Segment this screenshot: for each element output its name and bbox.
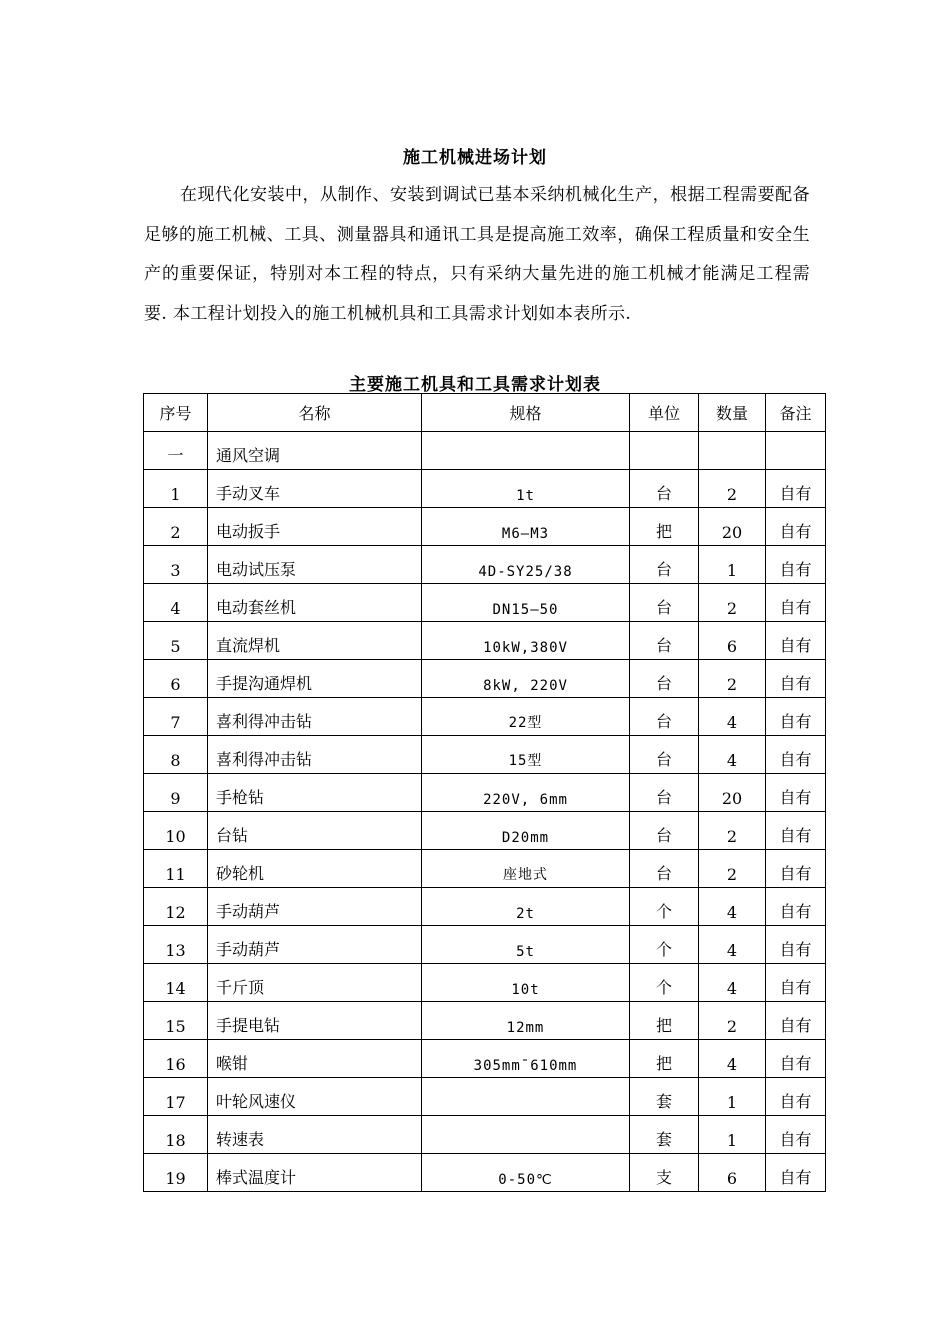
cell-spec: 22型 <box>422 698 630 736</box>
cell-spec: 12mm <box>422 1002 630 1040</box>
table-row <box>144 1002 826 1040</box>
cell-no: 16 <box>144 1040 208 1078</box>
cell-spec: 5t <box>422 926 630 964</box>
table-row <box>144 774 826 812</box>
cell-note: 自有 <box>766 1116 826 1154</box>
cell-note: 自有 <box>766 774 826 812</box>
cell-spec: 1t <box>422 470 630 508</box>
cell-name: 喜利得冲击钻 <box>208 698 422 736</box>
cell-spec: 10t <box>422 964 630 1002</box>
cell-note: 自有 <box>766 546 826 584</box>
cell-no: 3 <box>144 546 208 584</box>
cell-note: 自有 <box>766 1040 826 1078</box>
cell-name: 手提沟通焊机 <box>208 660 422 698</box>
cell-spec <box>422 1078 630 1116</box>
intro-paragraph: 在现代化安装中，从制作、安装到调试已基本采纳机械化生产，根据工程需要配备足够的施工机械、工具、测量器具和通讯工具是提高施工效率，确保工程质量和安全生产的重要保证，特别对本工程的特点，只有采纳大量先进的施工机械才能满足工程需要. 本工程计划投入的施工机械机具和工具需求计划如本表所示. <box>144 185 810 324</box>
cell-note: 自有 <box>766 1078 826 1116</box>
equipment-table <box>143 393 826 1192</box>
cell-spec: 220V, 6mm <box>422 774 630 812</box>
cell-note: 自有 <box>766 812 826 850</box>
header-unit: 单位 <box>630 394 699 432</box>
table-row <box>144 470 826 508</box>
cell-note: 自有 <box>766 470 826 508</box>
cell-name: 手提电钻 <box>208 1002 422 1040</box>
cell-qty: 4 <box>699 1040 766 1078</box>
cell-spec: DN15—50 <box>422 584 630 622</box>
cell-spec: M6—M3 <box>422 508 630 546</box>
cell-note: 自有 <box>766 508 826 546</box>
cell-unit: 台 <box>630 660 699 698</box>
cell-no: 13 <box>144 926 208 964</box>
cell-no: 18 <box>144 1116 208 1154</box>
section-no: 一 <box>144 432 208 470</box>
table-row <box>144 1116 826 1154</box>
cell-spec: D20mm <box>422 812 630 850</box>
table-row <box>144 584 826 622</box>
table-row <box>144 736 826 774</box>
cell-unit: 支 <box>630 1154 699 1192</box>
cell-note: 自有 <box>766 926 826 964</box>
cell-unit: 个 <box>630 888 699 926</box>
cell-unit: 套 <box>630 1078 699 1116</box>
cell-no: 6 <box>144 660 208 698</box>
cell-note: 自有 <box>766 1002 826 1040</box>
cell-qty: 2 <box>699 1002 766 1040</box>
table-row <box>144 888 826 926</box>
cell-qty: 1 <box>699 1078 766 1116</box>
cell-no: 9 <box>144 774 208 812</box>
table-row <box>144 926 826 964</box>
cell-no: 4 <box>144 584 208 622</box>
cell-name: 电动套丝机 <box>208 584 422 622</box>
cell-qty: 6 <box>699 1154 766 1192</box>
cell-note: 自有 <box>766 1154 826 1192</box>
cell-note: 自有 <box>766 850 826 888</box>
section-qty <box>699 432 766 470</box>
cell-qty: 1 <box>699 546 766 584</box>
cell-no: 8 <box>144 736 208 774</box>
header-spec: 规格 <box>422 394 630 432</box>
cell-qty: 4 <box>699 964 766 1002</box>
cell-name: 叶轮风速仪 <box>208 1078 422 1116</box>
table-row <box>144 698 826 736</box>
cell-unit: 把 <box>630 1002 699 1040</box>
cell-unit: 台 <box>630 850 699 888</box>
cell-qty: 2 <box>699 812 766 850</box>
document-title: 施工机械进场计划 <box>403 148 547 168</box>
header-name: 名称 <box>208 394 422 432</box>
cell-unit: 台 <box>630 812 699 850</box>
cell-qty: 2 <box>699 660 766 698</box>
cell-qty: 2 <box>699 584 766 622</box>
cell-qty: 4 <box>699 736 766 774</box>
header-qty: 数量 <box>699 394 766 432</box>
cell-unit: 台 <box>630 546 699 584</box>
cell-unit: 台 <box>630 698 699 736</box>
cell-name: 砂轮机 <box>208 850 422 888</box>
cell-name: 棒式温度计 <box>208 1154 422 1192</box>
cell-unit: 个 <box>630 964 699 1002</box>
table-row <box>144 850 826 888</box>
section-spec <box>422 432 630 470</box>
cell-spec: 305mm¯610mm <box>422 1040 630 1078</box>
cell-name: 手动葫芦 <box>208 926 422 964</box>
cell-unit: 台 <box>630 736 699 774</box>
section-name: 通风空调 <box>208 432 422 470</box>
cell-qty: 2 <box>699 850 766 888</box>
cell-qty: 2 <box>699 470 766 508</box>
cell-unit: 个 <box>630 926 699 964</box>
cell-no: 1 <box>144 470 208 508</box>
cell-no: 5 <box>144 622 208 660</box>
table-row <box>144 508 826 546</box>
cell-unit: 台 <box>630 584 699 622</box>
cell-unit: 台 <box>630 774 699 812</box>
section-row <box>144 432 826 470</box>
cell-note: 自有 <box>766 964 826 1002</box>
cell-name: 喜利得冲击钻 <box>208 736 422 774</box>
cell-name: 电动试压泵 <box>208 546 422 584</box>
cell-spec: 15型 <box>422 736 630 774</box>
cell-spec: 座地式 <box>422 850 630 888</box>
cell-name: 直流焊机 <box>208 622 422 660</box>
cell-qty: 20 <box>699 508 766 546</box>
cell-spec: 10kW,380V <box>422 622 630 660</box>
cell-no: 2 <box>144 508 208 546</box>
cell-no: 14 <box>144 964 208 1002</box>
cell-qty: 20 <box>699 774 766 812</box>
cell-note: 自有 <box>766 698 826 736</box>
cell-name: 喉钳 <box>208 1040 422 1078</box>
cell-note: 自有 <box>766 888 826 926</box>
header-no: 序号 <box>144 394 208 432</box>
cell-unit: 把 <box>630 1040 699 1078</box>
table-row <box>144 660 826 698</box>
table-row <box>144 964 826 1002</box>
cell-unit: 把 <box>630 508 699 546</box>
section-note <box>766 432 826 470</box>
table-row <box>144 1040 826 1078</box>
cell-spec: 4D-SY25/38 <box>422 546 630 584</box>
cell-unit: 台 <box>630 470 699 508</box>
cell-name: 千斤顶 <box>208 964 422 1002</box>
cell-spec: 8kW, 220V <box>422 660 630 698</box>
cell-qty: 6 <box>699 622 766 660</box>
cell-spec: 0-50℃ <box>422 1154 630 1192</box>
cell-spec: 2t <box>422 888 630 926</box>
cell-note: 自有 <box>766 622 826 660</box>
cell-name: 手动叉车 <box>208 470 422 508</box>
table-header-row <box>144 394 826 432</box>
cell-no: 17 <box>144 1078 208 1116</box>
cell-unit: 套 <box>630 1116 699 1154</box>
section-unit <box>630 432 699 470</box>
cell-unit: 台 <box>630 622 699 660</box>
cell-no: 12 <box>144 888 208 926</box>
cell-no: 11 <box>144 850 208 888</box>
cell-qty: 4 <box>699 698 766 736</box>
cell-qty: 4 <box>699 888 766 926</box>
cell-name: 转速表 <box>208 1116 422 1154</box>
cell-note: 自有 <box>766 584 826 622</box>
cell-qty: 4 <box>699 926 766 964</box>
table-row <box>144 1154 826 1192</box>
table-row <box>144 546 826 584</box>
cell-no: 7 <box>144 698 208 736</box>
table-row <box>144 1078 826 1116</box>
table-row <box>144 812 826 850</box>
cell-name: 台钻 <box>208 812 422 850</box>
cell-spec <box>422 1116 630 1154</box>
cell-name: 电动扳手 <box>208 508 422 546</box>
cell-name: 手枪钻 <box>208 774 422 812</box>
cell-note: 自有 <box>766 736 826 774</box>
cell-note: 自有 <box>766 660 826 698</box>
cell-qty: 1 <box>699 1116 766 1154</box>
table-row <box>144 622 826 660</box>
cell-no: 19 <box>144 1154 208 1192</box>
cell-no: 10 <box>144 812 208 850</box>
header-note: 备注 <box>766 394 826 432</box>
cell-no: 15 <box>144 1002 208 1040</box>
cell-name: 手动葫芦 <box>208 888 422 926</box>
table-title: 主要施工机具和工具需求计划表 <box>349 375 601 395</box>
